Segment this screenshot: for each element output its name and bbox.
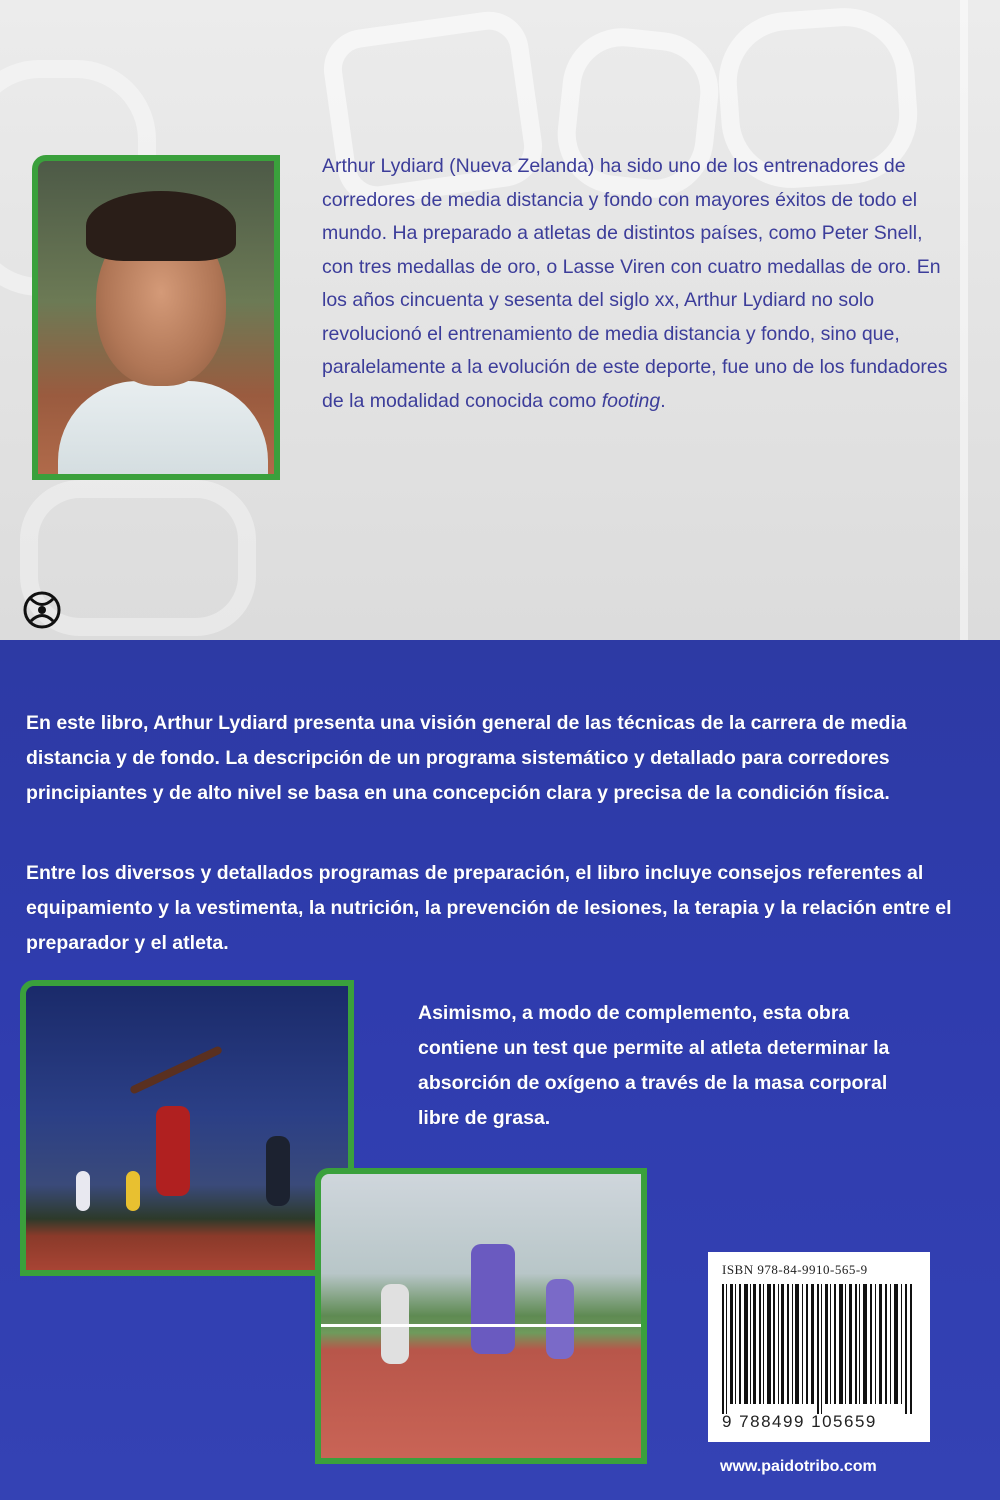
author-bio [322, 150, 952, 418]
runner-figure [266, 1136, 290, 1206]
race-photo-women [315, 1168, 647, 1464]
finish-tape [321, 1324, 647, 1327]
portrait-shirt [58, 381, 268, 480]
runner-figure [546, 1279, 574, 1359]
runner-figure [471, 1244, 515, 1354]
description-paragraph-1: En este libro, Arthur Lydiard presenta una visión general de las técnicas de la carrera de media distancia y de fondo. La descripción de un programa sistemático y detallado para corredores principiantes y de alto nivel se basa en una concepción clara y precisa de la condición física. [26, 712, 907, 804]
runner-figure [76, 1171, 90, 1211]
bio-text-end: . [660, 389, 666, 412]
publisher-website: www.paidotribo.com [720, 1458, 877, 1475]
author-portrait [32, 155, 280, 480]
barcode-icon [722, 1284, 916, 1414]
description-paragraph-3: Asimismo, a modo de complemento, esta obra contiene un test que permite al atleta determinar la absorción de oxígeno a través de la masa corporal libre de grasa. [418, 1002, 890, 1129]
runner-figure [126, 1171, 140, 1211]
barcode-box [708, 1252, 930, 1442]
top-section [0, 0, 1000, 640]
background-stripe [960, 0, 968, 640]
race-photo-men [20, 980, 354, 1276]
paidotribo-logo-icon [22, 590, 62, 630]
bio-emphasis: footing [601, 389, 661, 412]
portrait-hair [86, 191, 236, 261]
description-paragraph-2: Entre los diversos y detallados programas de preparación, el libro incluye consejos referentes al equipamiento y la vestimenta, la nutrición, la prevención de lesiones, la terapia y la relación entre el preparador y el atleta. [26, 862, 952, 954]
runner-figure [156, 1106, 190, 1196]
runner-arms [129, 1045, 223, 1095]
isbn-label: ISBN 978-84-9910-565-9 [722, 1262, 868, 1277]
barcode-number: 9 788499 105659 [722, 1412, 877, 1431]
bio-text: Arthur Lydiard (Nueva Zelanda) ha sido uno de los entrenadores de corredores de media distancia y fondo con mayores éxitos de todo el mundo. Ha preparado a atletas de distintos países, como Peter Snell, con tres medallas de oro, o Lasse Viren con cuatro medallas de oro. En los años cincuenta y sesenta del siglo xx, Arthur Lydiard no solo revolucionó el entrenamiento de media distancia y fondo, sino que, paralelamente a la evolución de este deporte, fue uno de los fundadores de la modalidad conocida como [322, 155, 948, 412]
